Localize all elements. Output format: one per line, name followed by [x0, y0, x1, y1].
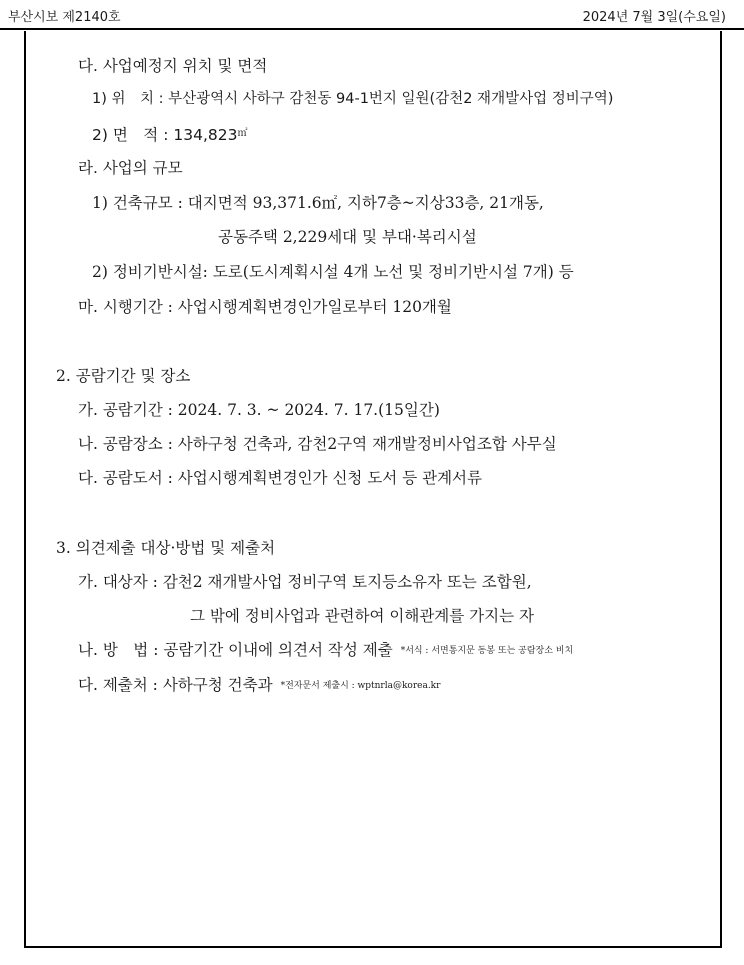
building-scale-line: 1) 건축규모 : 대지면적 93,371.6㎡, 지하7층~지상33층, 21개동,: [92, 194, 544, 212]
area-unit: ㎡: [237, 128, 248, 139]
sec3-submission-line: [78, 675, 440, 696]
infrastructure-line: 2) 정비기반시설: 도로(도시계획시설 4개 노선 및 정비기반시설 7개) 등: [92, 263, 574, 281]
section-da-title: 다. 사업예정지 위치 및 면적: [78, 57, 268, 75]
section-3-title: 3. 의견제출 대상·방법 및 제출처: [56, 539, 276, 557]
sec2-inspection-place: 나. 공람장소 : 사하구청 건축과, 감천2구역 재개발정비사업조합 사무실: [78, 435, 557, 453]
publication-date: 2024년 7월 3일(수요일): [582, 10, 726, 25]
area-value: 2) 면 적 : 134,823: [92, 126, 238, 144]
sec3-submission-note: *전자문서 제출시 : wptnrla@korea.kr: [280, 681, 441, 691]
sec3-method-text: 나. 방 법 : 공람기간 이내에 의견서 작성 제출: [78, 641, 393, 659]
sec2-inspection-period: 가. 공람기간 : 2024. 7. 3. ~ 2024. 7. 17.(15일간): [78, 401, 440, 419]
sec3-submission-text: 다. 제출처 : 사하구청 건축과: [78, 676, 273, 694]
building-scale-continued: 공동주택 2,229세대 및 부대·복리시설: [218, 228, 477, 246]
period-line: 마. 시행기간 : 사업시행계획변경인가일로부터 120개월: [78, 298, 452, 316]
area-line: [92, 124, 247, 145]
publication-title: 부산시보 제2140호: [8, 10, 121, 25]
section-ra-title: 라. 사업의 규모: [78, 159, 183, 177]
header-rule: [0, 28, 744, 30]
sec3-method-line: [78, 640, 573, 661]
sec3-target-line: 가. 대상자 : 감천2 재개발사업 정비구역 토지등소유자 또는 조합원,: [78, 573, 532, 591]
sec2-inspection-documents: 다. 공람도서 : 사업시행계획변경인가 신청 도서 등 관계서류: [78, 469, 482, 487]
sec3-method-note: *서식 : 서면통지문 동봉 또는 공람장소 비치: [400, 646, 574, 656]
section-2-title: 2. 공람기간 및 장소: [56, 367, 191, 385]
location-line: 1) 위 치 : 부산광역시 사하구 감천동 94-1번지 일원(감천2 재개발사업 정비구역): [92, 91, 614, 107]
sec3-target-continued: 그 밖에 정비사업과 관련하여 이해관계를 가지는 자: [190, 607, 534, 625]
